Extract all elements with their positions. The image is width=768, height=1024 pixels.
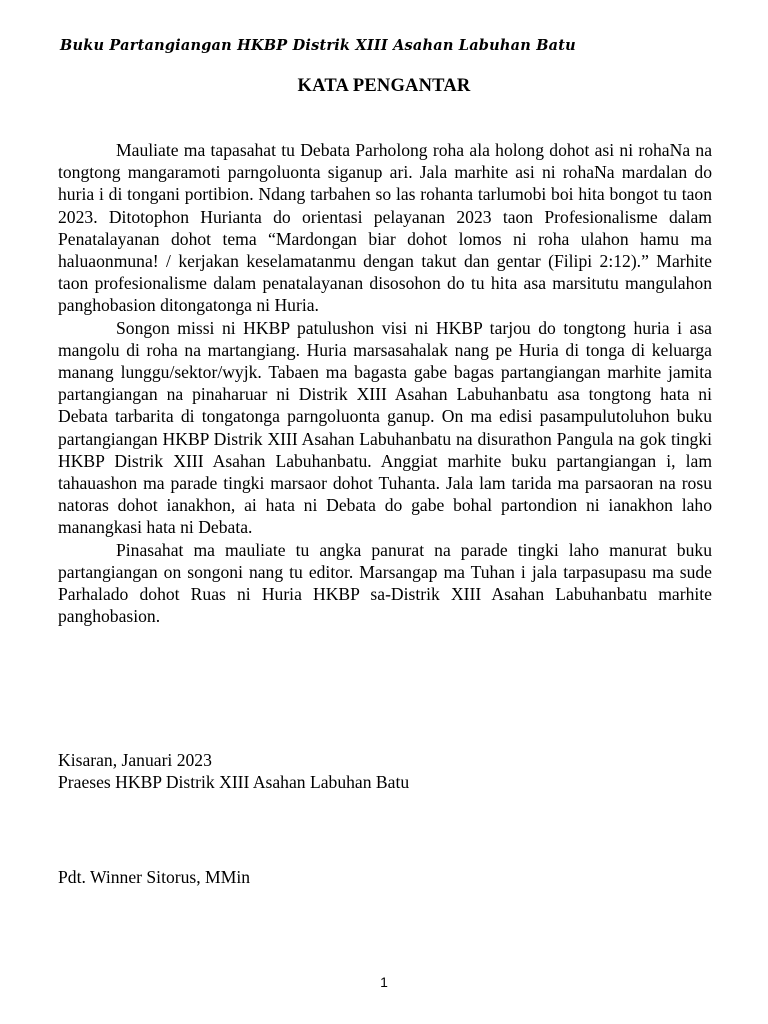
paragraph-2: Songon missi ni HKBP patulushon visi ni HKBP tarjou do tongtong huria i asa mangolu di roha na martangiang. Huria marsasahalak nang pe Huria di tonga di keluarga manang lunggu/sektor/wyjk. Tabaen ma bagasta gabe bagas partangiangan marhite jamita partangiangan na pinaharuar ni Distrik XIII Asahan Labuhanbatu asa tongtong hata ni Debata tarbarita di tongatonga parngoluonta ganup. On ma edisi pasampulutoluhon buku partangiangan HKBP Distrik XIII Asahan Labuhanbatu na disurathon Pangula na gok tingki HKBP Distrik XIII Asahan Labuhanbatu. Anggiat marhite buku partangiangan i, lam tahauashon ma parade tingki marsaor dohot Tuhanta. Jala lam tarida ma parsaoran na rosu natoras dohot ianakhon, ai hata ni Debata do gabe bohal partondion ni ianakhon laho manangkasi hata ni Debata.: [58, 317, 712, 538]
running-header: Buku Partangiangan HKBP Distrik XIII Asahan Labuhan Batu: [60, 37, 576, 54]
page-title: KATA PENGANTAR: [297, 76, 471, 96]
closing-block: [58, 749, 409, 793]
paragraph-1: Mauliate ma tapasahat tu Debata Parholong roha ala holong dohot asi ni rohaNa na tongtong mangaramoti parngoluonta siganup ari. Jala marhite asi ni rohaNa mardalan do huria i di tongani portibion. Ndang tarbahen so las rohanta tarlumobi boi hita bongot tu taon 2023. Ditotophon Hurianta do orientasi pelayanan 2023 taon Profesionalisme dalam Penatalayanan dohot tema “Mardongan biar dohot lomos ni roha ulahon hamu ma haluaonmuna! / kerjakan keselamatanmu dengan takut dan gentar (Filipi 2:12).” Marhite taon profesionalisme dalam penatalayanan disosohon do tu hita asa marsitutu mangulahon panghobasion ditongatonga ni Huria.: [58, 140, 712, 316]
signatory-position: Praeses HKBP Distrik XIII Asahan Labuhan Batu: [58, 772, 410, 793]
signatory-name: Pdt. Winner Sitorus, MMin: [58, 867, 251, 887]
place-date: Kisaran, Januari 2023: [58, 750, 212, 770]
page-number: 1: [380, 974, 388, 990]
paragraph-3: Pinasahat ma mauliate tu angka panurat na parade tingki laho manurat buku partangiangan on songoni nang tu editor. Marsangap ma Tuhan i jala tarpasupasu ma sude Parhalado dohot Ruas ni Huria HKBP sa-Distrik XIII Asahan Labuhanbatu marhite panghobasion.: [58, 539, 712, 627]
body-text: [58, 139, 712, 627]
